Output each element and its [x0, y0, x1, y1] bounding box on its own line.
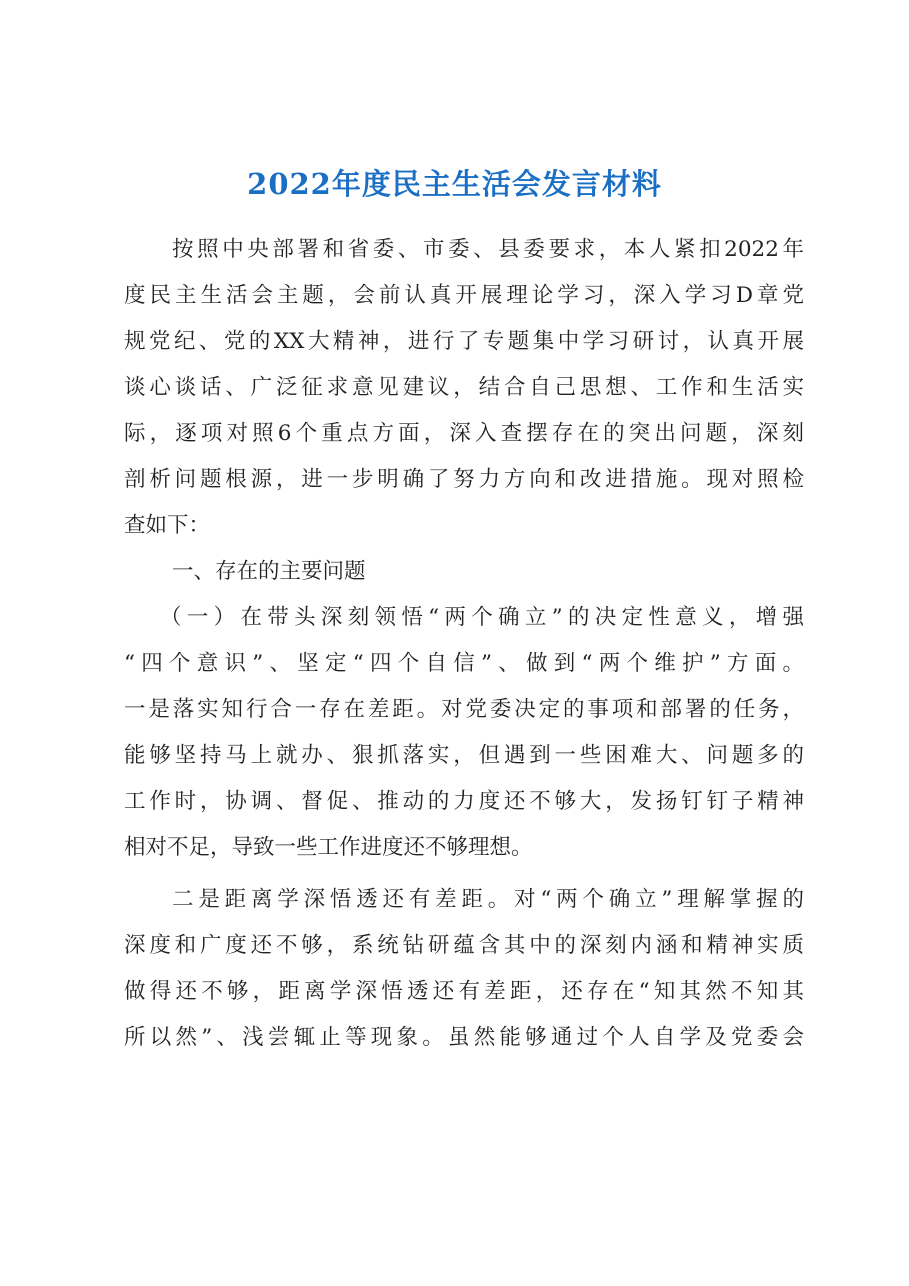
- paragraph-line: 际，逐项对照6个重点方面，深入查摆存在的突出问题，深刻: [124, 421, 804, 446]
- paragraph-line: 能够坚持马上就办、狠抓落实，但遇到一些困难大、问题多的: [124, 743, 804, 768]
- subsection-heading: （一）在带头深刻领悟“两个确立”的决定性意义，增强: [160, 605, 804, 630]
- paragraph-line: 一是落实知行合一存在差距。对党委决定的事项和部署的任务，: [124, 697, 804, 722]
- paragraph-line: 二是距离学深悟透还有差距。对“两个确立”理解掌握的: [172, 887, 804, 912]
- paragraph-line: 相对不足，导致一些工作进度还不够理想。: [124, 835, 533, 860]
- paragraph-line: 按照中央部署和省委、市委、县委要求，本人紧扣2022年: [172, 237, 804, 262]
- paragraph-line: 所以然”、浅尝辄止等现象。虽然能够通过个人自学及党委会: [124, 1025, 804, 1050]
- paragraph-line: 深度和广度还不够，系统钻研蕴含其中的深刻内涵和精神实质: [124, 933, 804, 958]
- section-heading: 一、存在的主要问题: [172, 559, 366, 584]
- document-title: 2022年度民主生活会发言材料: [247, 167, 662, 201]
- paragraph-line: 工作时，协调、督促、推动的力度还不够大，发扬钉钉子精神: [124, 789, 804, 814]
- paragraph-line: 谈心谈话、广泛征求意见建议，结合自己思想、工作和生活实: [124, 375, 804, 400]
- paragraph-line: 查如下：: [124, 513, 211, 538]
- paragraph-line: 度民主生活会主题，会前认真开展理论学习，深入学习D章党: [124, 283, 804, 308]
- paragraph-line: 做得还不够，距离学深悟透还有差距，还存在“知其然不知其: [124, 979, 804, 1004]
- paragraph-line: 规党纪、党的XX大精神，进行了专题集中学习研讨，认真开展: [124, 329, 804, 354]
- paragraph-line: “四个意识”、坚定“四个自信”、做到“两个维护”方面。: [124, 651, 804, 676]
- document-body: [124, 227, 804, 1061]
- paragraph-line: 剖析问题根源，进一步明确了努力方向和改进措施。现对照检: [124, 467, 804, 492]
